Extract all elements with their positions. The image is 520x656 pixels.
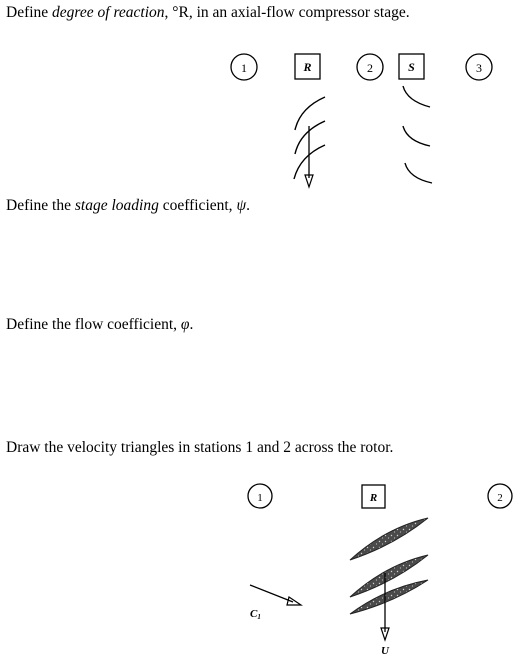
svg-text:S: S — [408, 60, 415, 74]
rotor-box — [362, 485, 385, 508]
q3-end: . — [189, 316, 194, 333]
blade-speed-arrow — [381, 573, 390, 656]
svg-text:2: 2 — [367, 61, 373, 75]
svg-text:1: 1 — [241, 61, 247, 75]
q2-end: . — [246, 197, 250, 214]
station-2-marker — [488, 484, 512, 508]
compressor-stage-figure — [0, 0, 520, 200]
question-flow-coefficient — [6, 316, 193, 334]
q2-pre: Define the — [6, 197, 75, 214]
q1-term: degree of reaction — [52, 4, 165, 21]
inlet-velocity-label: C1 — [250, 608, 261, 621]
rotor-cascade-figure — [0, 470, 520, 656]
svg-text:R: R — [303, 60, 312, 74]
svg-text:R: R — [369, 492, 378, 504]
station-3-marker — [466, 54, 492, 80]
question-velocity-triangles — [6, 439, 393, 457]
svg-text:2: 2 — [497, 492, 503, 504]
station-1-marker — [248, 484, 272, 508]
svg-text:3: 3 — [476, 61, 482, 75]
q2-symbol: ψ — [236, 197, 247, 214]
q3-symbol: φ — [180, 316, 190, 333]
q2-post: coefficient, — [158, 197, 237, 214]
q1-pre: Define — [6, 4, 53, 21]
q3-pre: Define the flow coefficient, — [6, 316, 181, 333]
inlet-velocity-arrow — [250, 585, 301, 621]
stator-vanes — [403, 86, 432, 183]
question-stage-loading — [6, 197, 250, 215]
station-1-marker — [231, 54, 257, 80]
station-2-marker — [357, 54, 383, 80]
rotor-blade-profiles — [350, 518, 428, 614]
svg-text:1: 1 — [257, 492, 263, 504]
rotor-box — [295, 54, 320, 79]
stator-box — [399, 54, 424, 79]
q4-text: Draw the velocity triangles in stations 1 and 2 across the rotor. — [6, 439, 394, 456]
q2-term: stage loading — [74, 197, 159, 214]
q1-post: , °R, in an axial-flow compressor stage. — [164, 4, 410, 21]
svg-text:U: U — [381, 645, 389, 656]
